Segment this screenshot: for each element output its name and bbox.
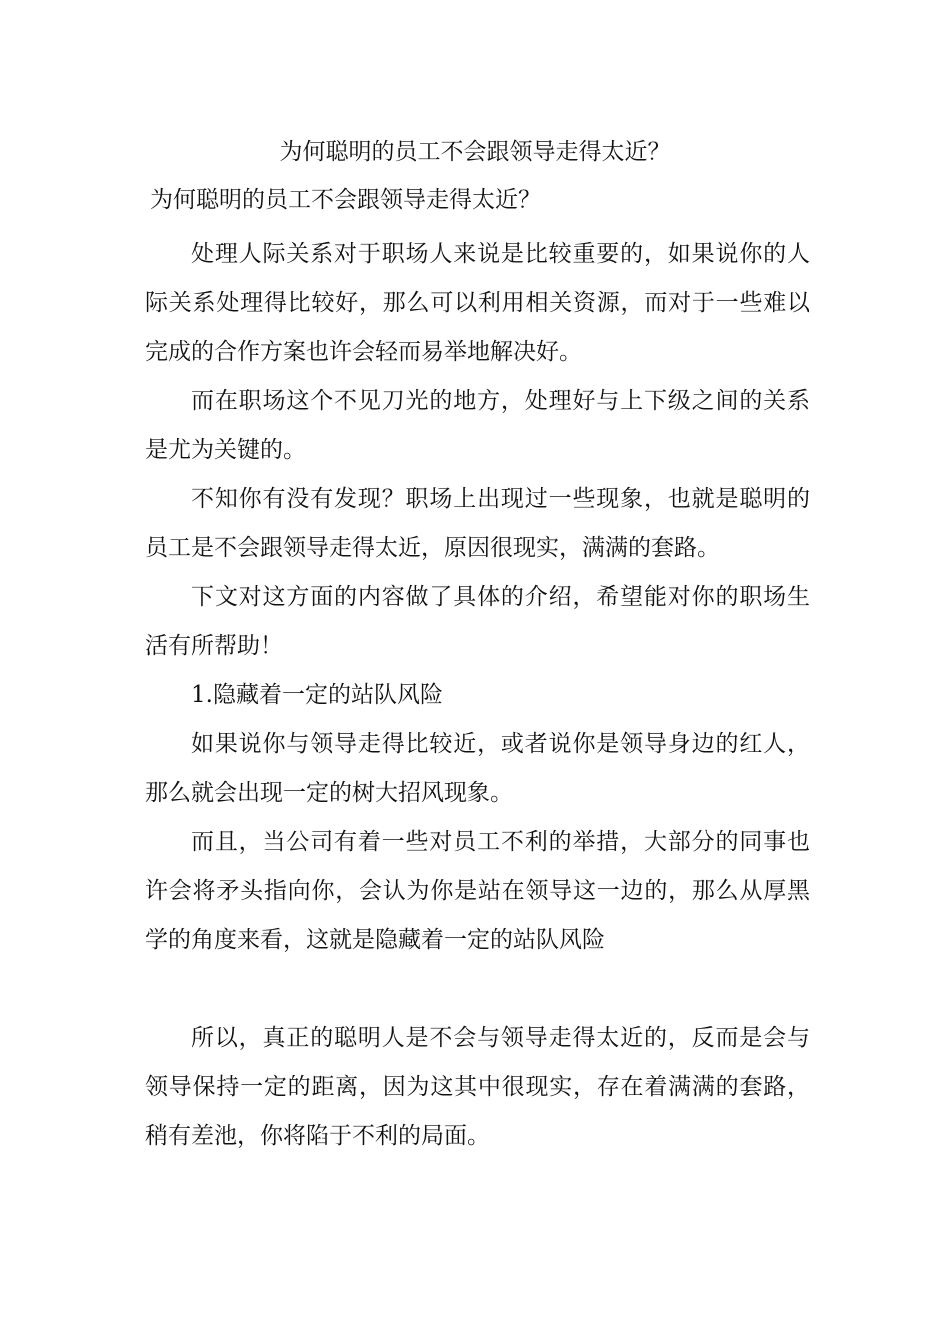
paragraph: 如果说你与领导走得比较近，或者说你是领导身边的红人，那么就会出现一定的树大招风现象。 (145, 731, 810, 806)
paragraph: 下文对这方面的内容做了具体的介绍，希望能对你的职场生活有所帮助！ (145, 584, 810, 659)
document-title: 为何聪明的员工不会跟领导走得太近？ (279, 139, 671, 165)
paragraph: 不知你有没有发现？职场上出现过一些现象，也就是聪明的员工是不会跟领导走得太近，原因很现实，满满的套路。 (145, 486, 810, 561)
paragraph: 所以，真正的聪明人是不会与领导走得太近的，反而是会与领导保持一定的距离，因为这其中很现实，存在着满满的套路，稍有差池，你将陷于不利的局面。 (145, 1025, 810, 1149)
paragraph: 处理人际关系对于职场人来说是比较重要的，如果说你的人际关系处理得比较好，那么可以利用相关资源，而对于一些难以完成的合作方案也许会轻而易举地解决好。 (145, 241, 810, 365)
paragraph: 而在职场这个不见刀光的地方，处理好与上下级之间的关系是尤为关键的。 (145, 388, 810, 463)
blank-line (145, 965, 810, 1014)
document-subtitle: 为何聪明的员工不会跟领导走得太近？ (150, 187, 541, 213)
paragraph: 而且，当公司有着一些对员工不利的举措，大部分的同事也许会将矛头指向你，会认为你是站在领导这一边的，那么从厚黑学的角度来看，这就是隐藏着一定的站队风险 (145, 829, 810, 953)
document-body (145, 230, 810, 1161)
section-heading: 1.隐藏着一定的站队风险 (191, 682, 443, 708)
